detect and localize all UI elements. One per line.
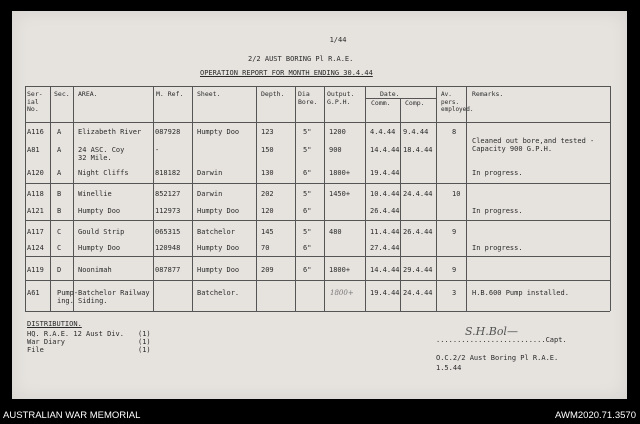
cell-output: 1800+ (329, 266, 351, 274)
cell-sec: B (57, 190, 62, 198)
cell-area: Humpty Doo (78, 244, 121, 252)
signature-line: ..........................Capt. (436, 336, 567, 344)
header-comp: Comp. (405, 99, 425, 107)
cell-area: Batchelor Railway Siding. (78, 289, 150, 305)
cell-dia: 5" (303, 228, 312, 236)
cell-sheet: Humpty Doo (197, 244, 240, 252)
cell-comp: 24.4.44 (403, 190, 433, 198)
cell-output: 1200 (329, 128, 346, 136)
table-rule-2 (25, 183, 610, 184)
cell-sec: A (57, 169, 62, 177)
distribution-item: HQ. R.A.E. 12 Aust Div. (27, 330, 124, 338)
cell-area: 24 ASC. Coy 32 Mile. (78, 146, 125, 162)
table-col-rule-10 (466, 86, 467, 311)
cell-dia: 5" (303, 190, 312, 198)
cell-comp: 24.4.44 (403, 289, 433, 297)
cell-area: Night Cliffs (78, 169, 129, 177)
distribution-qty: (1) (138, 346, 151, 354)
header-remarks: Remarks. (472, 90, 504, 98)
cell-remarks: In progress. (472, 244, 523, 252)
cell-area: Gould Strip (78, 228, 125, 236)
cell-mref: 852127 (155, 190, 181, 198)
cell-sec: A (57, 128, 62, 136)
cell-mref: 065315 (155, 228, 181, 236)
table-rule-6 (25, 311, 610, 312)
table-rule-0 (25, 86, 610, 87)
table-col-rule-11 (610, 86, 611, 311)
cell-sec: Pump- ing. (57, 289, 79, 305)
cell-comm: 19.4.44 (370, 289, 400, 297)
cell-serial: A117 (27, 228, 44, 236)
cell-comm: 4.4.44 (370, 128, 396, 136)
table-col-rule-8 (365, 86, 366, 311)
signature: S.H.Bol— (465, 325, 518, 338)
table-rule-4 (25, 256, 610, 257)
cell-area: Noonimah (78, 266, 112, 274)
header-sec: Sec. (54, 90, 70, 98)
cell-serial: A119 (27, 266, 44, 274)
cell-output: 1450+ (329, 190, 351, 198)
cell-serial: A124 (27, 244, 44, 252)
header-avpers: Av. pers. employed. (441, 91, 474, 113)
date-split-rule (400, 98, 401, 311)
cell-output: 480 (329, 228, 342, 236)
cell-remarks: In progress. (472, 169, 523, 177)
cell-comp: 26.4.44 (403, 228, 433, 236)
header-serial: Ser- ial No. (27, 90, 43, 113)
table-col-rule-2 (73, 86, 74, 311)
cell-area: Winellie (78, 190, 112, 198)
cell-comm: 11.4.44 (370, 228, 400, 236)
distribution-qty: (1) (138, 330, 151, 338)
cell-serial: A61 (27, 289, 40, 297)
report-title: OPERATION REPORT FOR MONTH ENDING 30.4.44 (200, 69, 373, 77)
cell-mref: 112973 (155, 207, 181, 215)
cell-comm: 19.4.44 (370, 169, 400, 177)
table-col-rule-7 (324, 86, 325, 311)
cell-depth: 202 (261, 190, 274, 198)
cell-dia: 6" (303, 207, 312, 215)
cell-pers: 9 (452, 228, 457, 236)
header-mref: M. Ref. (156, 90, 184, 98)
cell-area: Elizabeth River (78, 128, 142, 136)
table-rule-1 (25, 122, 610, 123)
cell-sec: B (57, 207, 62, 215)
cell-comp: 29.4.44 (403, 266, 433, 274)
table-rule-3 (25, 220, 610, 221)
table-col-rule-5 (256, 86, 257, 311)
cell-output: 1800+ (329, 169, 351, 177)
cell-pers: 3 (452, 289, 457, 297)
cell-comm: 26.4.44 (370, 207, 400, 215)
table-col-rule-0 (25, 86, 26, 311)
header-date: Date. (380, 90, 400, 98)
header-output: Output. G.P.H. (327, 90, 355, 106)
cell-remarks: H.B.600 Pump installed. (472, 289, 569, 297)
cell-sec: C (57, 244, 62, 252)
cell-depth: 209 (261, 266, 274, 274)
cell-depth: 130 (261, 169, 274, 177)
distribution-item: War Diary (27, 338, 65, 346)
header-comm: Comm. (371, 99, 391, 107)
cell-sheet: Batchelor. (197, 289, 240, 297)
cell-area: Humpty Doo (78, 207, 121, 215)
cell-depth: 145 (261, 228, 274, 236)
table-col-rule-3 (153, 86, 154, 311)
cell-serial: A120 (27, 169, 44, 177)
distribution-item: File (27, 346, 44, 354)
header-dia: Dia Bore. (298, 90, 318, 106)
cell-dia: 6" (303, 266, 312, 274)
cell-dia: 6" (303, 244, 312, 252)
cell-serial: A81 (27, 146, 40, 154)
signature-date: 1.5.44 (436, 364, 462, 372)
cell-sec: D (57, 266, 62, 274)
cell-comm: 14.4.44 (370, 146, 400, 154)
table-col-rule-1 (50, 86, 51, 311)
cell-dia: 6" (303, 169, 312, 177)
header-sheet: Sheet. (197, 90, 221, 98)
cell-mref: - (155, 146, 160, 154)
cell-depth: 70 (261, 244, 270, 252)
cell-sheet: Humpty Doo (197, 207, 240, 215)
cell-pers: 9 (452, 266, 457, 274)
cell-comp: 18.4.44 (403, 146, 433, 154)
cell-serial: A118 (27, 190, 44, 198)
cell-pers: 10 (452, 190, 461, 198)
cell-comp: 9.4.44 (403, 128, 429, 136)
signature-title: O.C.2/2 Aust Boring Pl R.A.E. (436, 354, 559, 362)
cell-comm: 27.4.44 (370, 244, 400, 252)
footer-left: AUSTRALIAN WAR MEMORIAL (3, 410, 141, 421)
header-area: AREA. (78, 90, 98, 98)
table-col-rule-9 (436, 86, 437, 311)
header-depth: Depth. (261, 90, 285, 98)
cell-sec: C (57, 228, 62, 236)
cell-mref: 120948 (155, 244, 181, 252)
cell-sheet: Humpty Doo (197, 266, 240, 274)
cell-depth: 123 (261, 128, 274, 136)
cell-remarks: In progress. (472, 207, 523, 215)
table-col-rule-6 (295, 86, 296, 311)
table-col-rule-4 (192, 86, 193, 311)
cell-mref: 087928 (155, 128, 181, 136)
cell-dia: 5" (303, 146, 312, 154)
cell-sec: A (57, 146, 62, 154)
handwritten-output: 1800+ (330, 289, 354, 297)
cell-depth: 120 (261, 207, 274, 215)
cell-sheet: Darwin (197, 169, 223, 177)
table-rule-5 (25, 280, 610, 281)
distribution-qty: (1) (138, 338, 151, 346)
cell-sheet: Darwin (197, 190, 223, 198)
cell-comm: 14.4.44 (370, 266, 400, 274)
cell-depth: 150 (261, 146, 274, 154)
footer-right: AWM2020.71.3570 (555, 410, 636, 421)
cell-sheet: Batchelor (197, 228, 235, 236)
unit-title: 2/2 AUST BORING Pl R.A.E. (248, 55, 354, 63)
distribution-title: DISTRIBUTION. (27, 320, 82, 328)
cell-pers: 8 (452, 128, 457, 136)
cell-remarks: Cleaned out bore,and tested - Capacity 900 G.P.H. (472, 137, 595, 153)
cell-comm: 10.4.44 (370, 190, 400, 198)
cell-sheet: Humpty Doo (197, 128, 240, 136)
cell-mref: 087877 (155, 266, 181, 274)
cell-dia: 5" (303, 128, 312, 136)
cell-mref: 818182 (155, 169, 181, 177)
cell-serial: A116 (27, 128, 44, 136)
cell-output: 900 (329, 146, 342, 154)
cell-serial: A121 (27, 207, 44, 215)
page-number: 1/44 (329, 36, 347, 44)
